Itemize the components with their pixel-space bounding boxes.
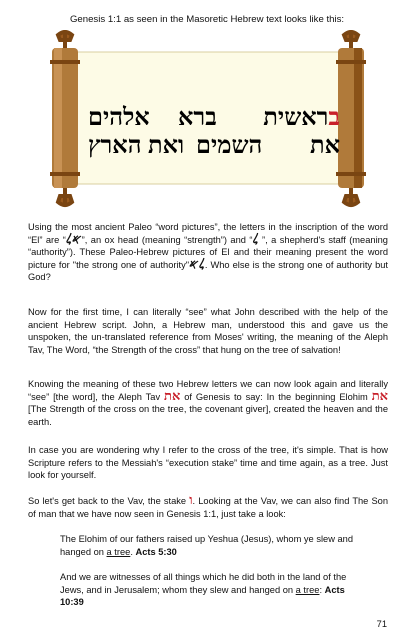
paleo-el-glyph: 𐤀𐤋	[65, 231, 82, 247]
paragraph-el-paleo: Using the most ancient Paleo “word pictures”, the letters in the inscription of the word “El” are “𐤀𐤋”, an ox head (meaning “strength”) and “𐤋 ”, a shepherd's staff (meaning “authority”). These Paleo-Hebrew pictures of El and their meaning present the word picture for "the strong one of authority"𐤋𐤀. Who else is the strong one of authority but God?	[28, 222, 388, 283]
hebrew-word-hashamayim: השמים	[196, 130, 263, 159]
aleph-tav-glyph: את	[164, 388, 181, 404]
aleph-tav-glyph-2: את	[371, 388, 388, 404]
page-number: 71	[376, 619, 387, 629]
hebrew-word-elohim: אלהים	[88, 102, 150, 131]
paragraph-cross-tree: In case you are wondering why I refer to the cross of the tree, it's simple. That is how Scripture refers to the Messiah's “execution stake” time and time again, as a tree. Just look for yourself.	[28, 445, 388, 481]
torah-scroll-image	[30, 30, 386, 208]
scroll-caption: Genesis 1:1 as seen in the Masoretic Hebrew text looks like this:	[69, 14, 345, 25]
paleo-el-glyph-2: 𐤋𐤀	[189, 256, 205, 272]
paleo-lamed-glyph: 𐤋	[252, 231, 259, 247]
hebrew-word-bara: ברא	[178, 102, 217, 131]
paragraph-john-hebrew: Now for the first time, I can literally “see” what John described with the help of the ancient Hebrew script. John, a Hebrew man, understood this and gave us the unspoken, the un-translated reference from Moses' writing, the meaning of the Aleph Tav, The Word, “the Strength of the cross” that hung on the tree of salvation!	[28, 307, 388, 355]
paragraph-aleph-tav: Knowing the meaning of these two Hebrew letters we can now look again and literally “see” [the word], the Aleph Tav את of Genesis to say: In the beginning Elohim את [The Strength of the cross on the tree, the covenant giver], created the heaven and the earth.	[28, 379, 388, 427]
hebrew-word-veet: ואת	[148, 130, 185, 159]
quote-acts-10-39: And we are witnesses of all things which he did both in the land of the Jews, and in Jerusalem; whom they slew and hanged on a tree: Acts 10:39	[60, 572, 347, 608]
paragraph-vav-stake: So let's get back to the Vav, the stake ו. Looking at the Vav, we can also find The Son of man that we have now seen in Genesis 1:1, just take a look:	[28, 493, 389, 519]
vav-glyph: ו	[189, 493, 193, 508]
hebrew-word-haaretz: הארץ	[88, 130, 142, 159]
quote-acts-5-30: The Elohim of our fathers raised up Yeshua (Jesus), whom ye slew and hanged on a tree. Acts 5:30	[60, 534, 354, 557]
hebrew-word-et: את	[309, 130, 340, 159]
hebrew-word-bereshit: בראשית	[263, 102, 340, 131]
